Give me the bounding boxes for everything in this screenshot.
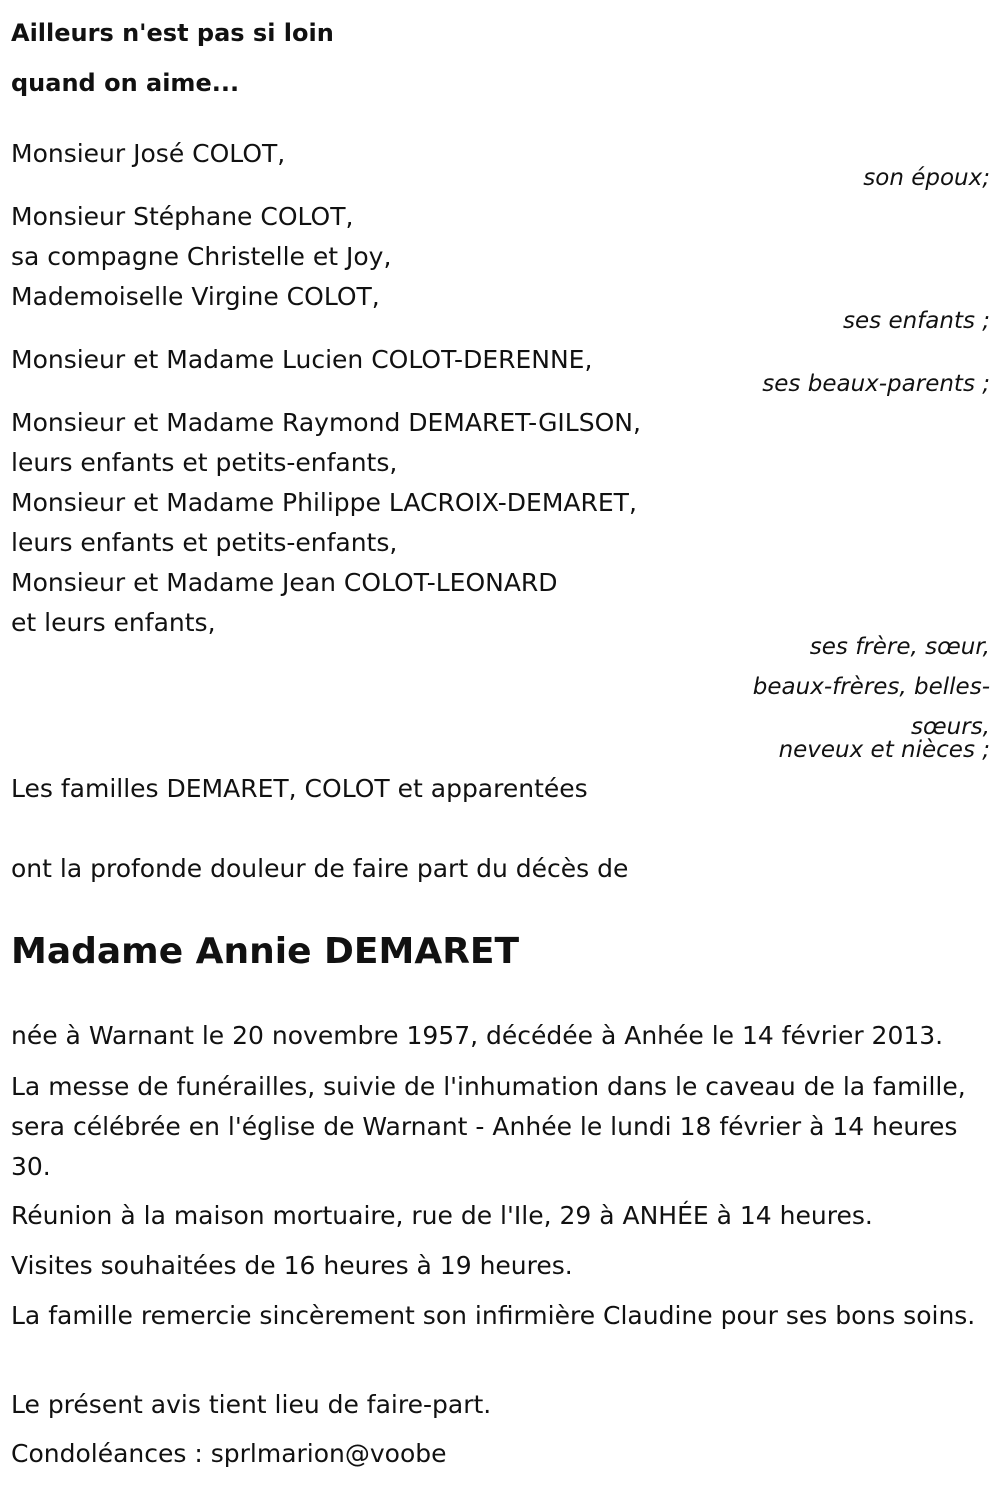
child-line: Monsieur Stéphane COLOT, <box>11 202 354 231</box>
motto <box>11 8 334 108</box>
visits-info: Visites souhaitées de 16 heures à 19 heures. <box>11 1251 573 1280</box>
siblings-relation-line: ses frère, sœur, <box>809 634 990 660</box>
spouse-relation: son époux; <box>863 165 990 191</box>
siblings-relation-line: neveux et nièces ; <box>778 737 990 763</box>
inlaws-relation: ses beaux-parents ; <box>762 371 990 397</box>
sibling-line: Monsieur et Madame Philippe LACROIX-DEMARET, <box>11 488 637 517</box>
families-line: Les familles DEMARET, COLOT et apparentées <box>11 774 588 803</box>
inlaws-name: Monsieur et Madame Lucien COLOT-DERENNE, <box>11 345 593 374</box>
gathering-info: Réunion à la maison mortuaire, rue de l'Ile, 29 à ANHÉE à 14 heures. <box>11 1201 873 1230</box>
funeral-info: La messe de funérailles, suivie de l'inhumation dans le caveau de la famille, sera célébrée en l'église de Warnant - Anhée le lundi 18 février à 14 heures 30. <box>11 1072 966 1181</box>
motto-line-1: Ailleurs n'est pas si loin <box>11 19 334 47</box>
child-line: sa compagne Christelle et Joy, <box>11 242 392 271</box>
announcement-line: ont la profonde douleur de faire part du décès de <box>11 854 629 883</box>
siblings-relation-line: sœurs, <box>911 714 990 740</box>
sibling-line: Monsieur et Madame Jean COLOT-LEONARD <box>11 568 558 597</box>
spouse-name: Monsieur José COLOT, <box>11 139 286 168</box>
children-relation: ses enfants ; <box>843 308 990 334</box>
sibling-line: leurs enfants et petits-enfants, <box>11 448 398 477</box>
deceased-name: Madame Annie DEMARET <box>11 931 520 972</box>
birth-death-dates: née à Warnant le 20 novembre 1957, décédée à Anhée le 14 février 2013. <box>11 1021 944 1050</box>
notice-note: Le présent avis tient lieu de faire-part. <box>11 1390 492 1419</box>
sibling-line: leurs enfants et petits-enfants, <box>11 528 398 557</box>
condolences-contact: Condoléances : sprlmarion@voobe <box>11 1439 447 1468</box>
sibling-line: et leurs enfants, <box>11 608 216 637</box>
motto-line-2: quand on aime... <box>11 69 240 97</box>
siblings-relation-line: beaux-frères, belles- <box>752 674 990 700</box>
sibling-line: Monsieur et Madame Raymond DEMARET-GILSON, <box>11 408 641 437</box>
child-line: Mademoiselle Virgine COLOT, <box>11 282 380 311</box>
thanks-note: La famille remercie sincèrement son infirmière Claudine pour ses bons soins. <box>11 1301 976 1330</box>
